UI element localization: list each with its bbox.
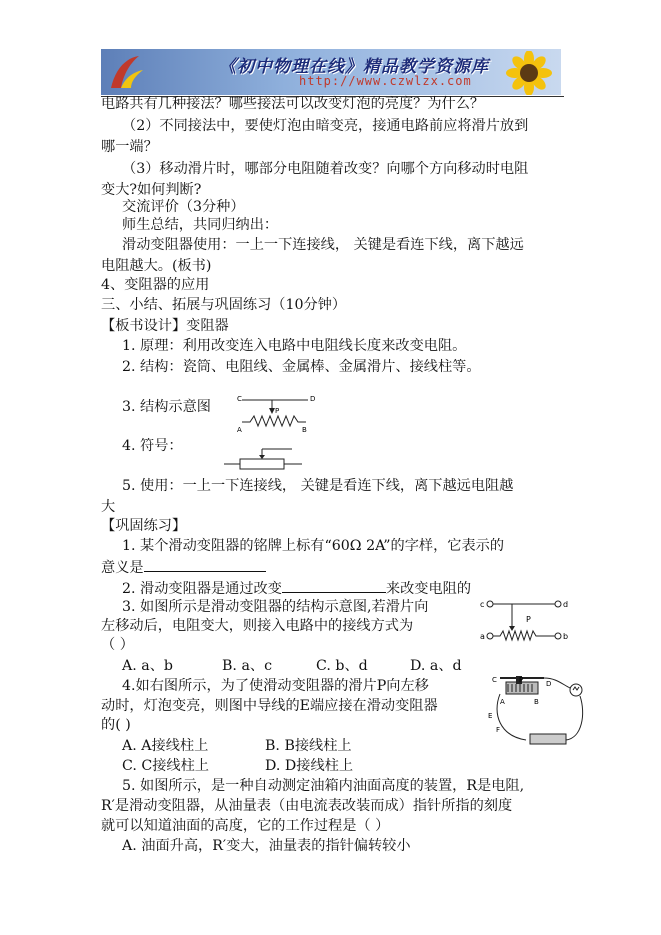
answer-blank[interactable] <box>282 578 386 593</box>
label-b: b <box>563 632 569 641</box>
label-B: B <box>302 426 307 434</box>
question-3: 3. 如图所示是滑动变阻器的结构示意图,若滑片向 <box>122 599 429 615</box>
question-5-cont: R′是滑动变阻器，从油量表（由电流表改装而成）指针所指的刻度 <box>101 798 513 814</box>
text-line: 2. 结构：瓷筒、电阻线、金属棒、金属滑片、接线柱等。 <box>122 359 481 375</box>
structure-diagram <box>232 390 322 434</box>
label-B: B <box>534 698 539 706</box>
text-line: 电路共有几种接法？哪些接法可以改变灯泡的亮度？为什么？ <box>101 96 485 112</box>
option-c[interactable]: C. C接线柱上 <box>122 758 209 774</box>
question-4: 4.如右图所示，为了使滑动变阻器的滑片P向左移 <box>122 678 429 694</box>
text-line: 1. 原理：利用改变连入电路中电阻线长度来改变电阻。 <box>122 338 467 354</box>
option-d[interactable]: D. a、d <box>410 658 462 674</box>
text-line: 交流评价（3分种） <box>122 199 245 215</box>
label-A: A <box>500 698 505 706</box>
text-line: 大 <box>101 499 116 515</box>
text-line: 师生总结，共同归纳出： <box>122 217 279 233</box>
banner-url[interactable]: http://www.czwlzx.com <box>299 74 472 88</box>
label-P: P <box>519 676 524 684</box>
option-b[interactable]: B. a、c <box>222 658 273 674</box>
label-P: P <box>275 407 280 415</box>
option-b[interactable]: B. B接线柱上 <box>265 738 352 754</box>
text-line: （3）移动滑片时，哪部分电阻随着改变？向哪个方向移动时电阻 <box>122 161 529 177</box>
section-heading: 【巩固练习】 <box>101 518 187 534</box>
label-E: E <box>488 712 493 720</box>
label-F: F <box>496 726 501 734</box>
text-line: （2）不同接法中，要使灯泡由暗变亮，接通电路前应将滑片放到 <box>122 118 529 134</box>
text-line: 5. 使用：一上一下连接线， 关键是看连下线，离下越远电阻越 <box>122 478 514 494</box>
question-3-cont: 左移动后，电阻变大，则接入电路中的接线方式为 <box>101 618 414 634</box>
label-C: C <box>492 676 497 684</box>
label-P: P <box>526 615 531 624</box>
question-4-paren: 的( ) <box>101 717 131 733</box>
option-d[interactable]: D. D接线柱上 <box>265 758 354 774</box>
option-a[interactable]: A. A接线柱上 <box>122 738 209 754</box>
sunflower-icon <box>499 51 555 95</box>
label-d: d <box>563 600 569 609</box>
text-line: 变大?如何判断? <box>101 182 202 198</box>
rheostat-symbol <box>222 446 306 472</box>
label-c: c <box>480 600 485 609</box>
header-banner <box>101 49 561 95</box>
answer-blank[interactable] <box>144 557 266 572</box>
section-heading: 三、小结、拓展与巩固练习（10分钟） <box>101 297 347 313</box>
label-A: A <box>237 426 242 434</box>
logo-icon <box>105 52 145 92</box>
section-heading: 4、变阻器的应用 <box>101 277 210 293</box>
question-5: 5. 如图所示，是一种自动测定油箱内油面高度的装置，R是电阻, <box>122 778 525 794</box>
option-a[interactable]: A. a、b <box>122 658 173 674</box>
label-C: C <box>237 395 242 403</box>
question-1-cont: 意义是 <box>101 557 266 577</box>
question-2: 2. 滑动变阻器是通过改变 来改变电阻的 <box>122 578 471 598</box>
text-line: 4. 符号： <box>122 438 183 454</box>
label-D: D <box>546 680 552 688</box>
text-line: 3. 结构示意图 <box>122 399 211 415</box>
text-line: 哪一端？ <box>101 139 158 155</box>
section-heading: 【板书设计】变阻器 <box>101 318 229 334</box>
banner-title: 《初中物理在线》精品教学资源库 <box>219 57 489 77</box>
text-line: 电阻越大。(板书) <box>101 258 212 274</box>
label-a: a <box>480 632 485 641</box>
option-c[interactable]: C. b、d <box>316 658 368 674</box>
text-line: 滑动变阻器使用：一上一下连接线， 关键是看连下线，离下越远 <box>122 237 524 253</box>
question-4-cont: 动时，灯泡变亮，则图中导线的E端应接在滑动变阻器 <box>101 698 438 714</box>
question-5-cont: 就可以知道油面的高度，它的工作过程是（ ） <box>101 818 390 834</box>
label-D: D <box>310 395 316 403</box>
q3-rheostat-diagram <box>478 594 570 646</box>
option-a[interactable]: A. 油面升高，R′变大，油量表的指针偏转较小 <box>122 838 411 854</box>
q4-circuit-diagram <box>486 674 596 752</box>
question-3-paren: （ ） <box>101 637 134 653</box>
question-1: 1. 某个滑动变阻器的铭牌上标有“60Ω 2A”的字样，它表示的 <box>122 538 505 554</box>
